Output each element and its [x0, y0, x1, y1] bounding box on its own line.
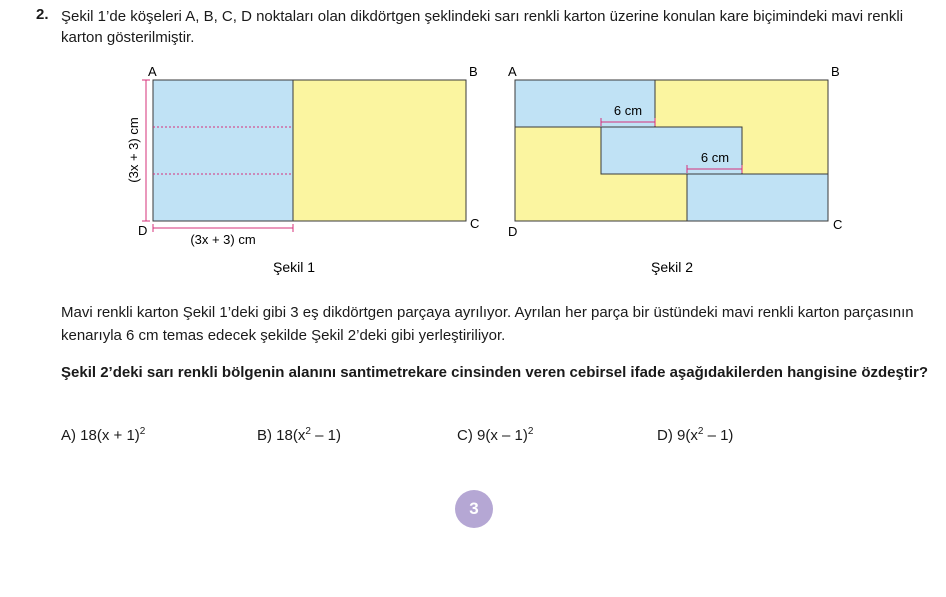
fig2-blue-piece-bottom	[687, 174, 828, 221]
fig1-label-C: C	[470, 216, 480, 231]
paragraph-question: Şekil 2’deki sarı renkli bölgenin alanını santimetrekare cinsinden veren cebirsel ifade aşağıdakilerden hangisine özdeştir?	[61, 364, 928, 381]
option-b[interactable]: B) $18(x^2 - 1)$	[257, 426, 341, 444]
page-number-badge: 3	[455, 490, 493, 528]
option-d[interactable]: D) $9(x^2 - 1)$	[657, 426, 734, 444]
paragraph-description: Mavi renkli karton Şekil 1’deki gibi 3 eş dikdörtgen parçaya ayrılıyor. Ayrılan her parça bir üstündeki mavi renkli karton parçasının kenarıyla 6 cm temas edecek şekilde Şekil 2’deki gibi yerleştiriliyor.	[61, 304, 914, 344]
fig2-label-B: B	[831, 64, 840, 79]
fig2-overlap-top-label: 6 cm	[613, 103, 643, 118]
fig1-caption: Şekil 1	[272, 259, 316, 275]
question-number: 2.	[36, 6, 49, 23]
blue-square	[153, 80, 293, 221]
fig2-label-D: D	[508, 224, 518, 239]
fig2-overlap-mid-label: 6 cm	[700, 150, 730, 165]
fig1-label-A: A	[148, 64, 157, 79]
fig2-label-A: A	[508, 64, 517, 79]
fig1-vertical-side-label: (3x + 3) cm	[126, 117, 141, 183]
fig1-horizontal-side-label: (3x + 3) cm	[190, 232, 256, 247]
option-a[interactable]: A) $18(x + 1)^2$	[61, 426, 146, 444]
option-c[interactable]: C) 9(x – 1)$^2$	[457, 426, 534, 444]
fig2-label-C: C	[833, 217, 843, 232]
fig1-label-D: D	[138, 223, 148, 238]
figure-1	[0, 0, 946, 290]
fig1-label-B: B	[469, 64, 478, 79]
question-stem: Şekil 1’de köşeleri A, B, C, D noktaları olan dikdörtgen şeklindeki sarı renkli karton üzerine konulan kare biçimindeki mavi renkli karton gösterilmiştir.	[61, 8, 904, 46]
fig2-caption: Şekil 2	[650, 259, 694, 275]
